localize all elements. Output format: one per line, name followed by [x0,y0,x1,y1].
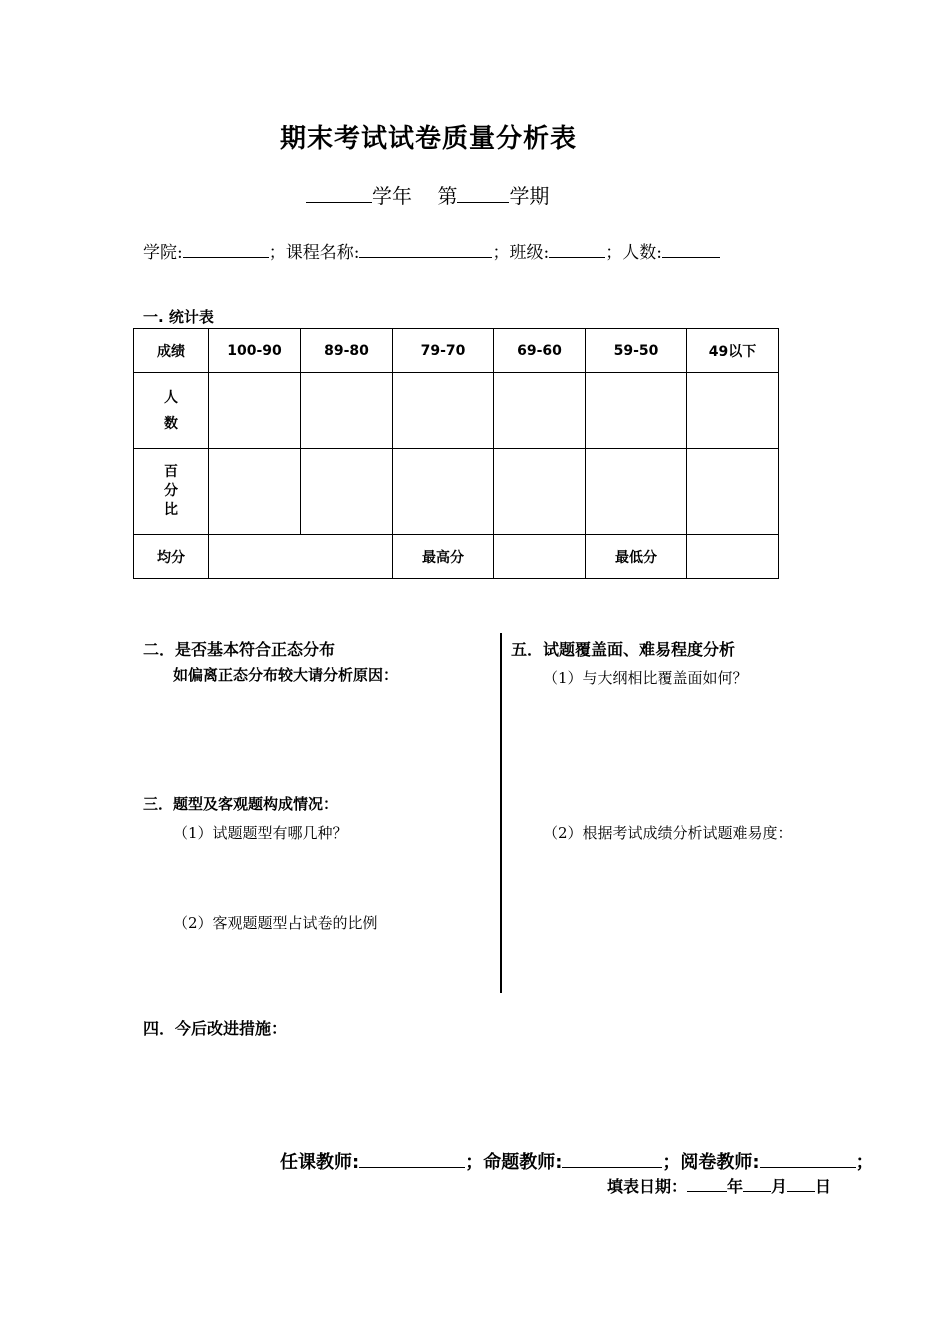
summary-row [134,535,779,579]
range-cell: 100-90 [209,329,301,373]
term-prefix: 第 [437,184,458,208]
percent-input-cell[interactable] [687,449,779,535]
fill-date-line [607,1174,831,1197]
month-input-blank[interactable] [743,1176,771,1192]
term-suffix: 学期 [509,184,550,208]
grader-label: ；阅卷教师: [662,1152,760,1173]
section1-heading: 一. 统计表 [143,308,214,326]
max-input-cell[interactable] [494,535,586,579]
min-input-cell[interactable] [687,535,779,579]
section3-heading: 三．题型及客观题构成情况： [143,795,339,813]
grader-blank[interactable] [760,1150,856,1168]
page-title: 期末考试试卷质量分析表 [280,124,578,154]
section3-question-1: （1）试题题型有哪几种？ [173,824,348,842]
year-input-blank[interactable] [687,1176,727,1192]
people-row [134,373,779,449]
range-cell: 89-80 [301,329,393,373]
percent-input-cell[interactable] [209,449,301,535]
count-label: ；人数: [605,243,662,263]
percent-label-char: 比 [164,502,178,518]
academic-term-line [306,180,549,209]
section2-heading: 二．是否基本符合正态分布 [143,640,336,659]
column-divider [500,633,502,993]
year-suffix: 学年 [372,184,412,208]
people-input-cell[interactable] [586,373,687,449]
people-input-cell[interactable] [209,373,301,449]
section5-question-2: （2）根据考试成绩分析试题难易度： [543,824,793,842]
class-label: ；班级: [492,243,550,263]
section5-heading: 五．试题覆盖面、难易程度分析 [511,640,736,659]
avg-label-cell: 均分 [134,535,209,579]
score-statistics-table [133,328,779,579]
min-label-cell: 最低分 [586,535,687,579]
setter-blank[interactable] [562,1150,662,1168]
term-blank[interactable] [457,184,509,203]
day-label: 日 [815,1177,832,1196]
college-blank[interactable] [183,241,269,258]
percent-row [134,449,779,535]
percent-label-char: 百 [164,464,178,480]
percent-input-cell[interactable] [586,449,687,535]
signature-end: ； [855,1152,874,1173]
teacher-blank[interactable] [359,1150,465,1168]
people-input-cell[interactable] [687,373,779,449]
percent-label-char: 分 [164,483,178,499]
course-blank[interactable] [359,241,492,258]
course-info-line [143,238,720,263]
range-cell: 49以下 [687,329,779,373]
count-blank[interactable] [662,241,720,258]
year-blank[interactable] [306,184,372,203]
people-input-cell[interactable] [393,373,494,449]
people-input-cell[interactable] [301,373,393,449]
avg-input-cell[interactable] [209,535,393,579]
max-label-cell: 最高分 [393,535,494,579]
people-label-char: 人 [164,389,178,406]
percent-input-cell[interactable] [301,449,393,535]
range-cell: 69-60 [494,329,586,373]
day-input-blank[interactable] [787,1176,815,1192]
signature-line [280,1148,874,1174]
setter-label: ；命题教师: [465,1152,563,1173]
section4-heading: 四．今后改进措施： [143,1019,288,1038]
section3-question-2: （2）客观题题型占试卷的比例 [173,914,378,932]
class-blank[interactable] [549,241,605,258]
college-label: 学院: [143,243,183,263]
section2-subheading: 如偏离正态分布较大请分析原因： [173,666,399,684]
month-label: 月 [771,1177,788,1196]
people-label-cell [134,373,209,449]
course-label: ；课程名称: [268,243,360,263]
score-header-cell: 成绩 [134,329,209,373]
people-input-cell[interactable] [494,373,586,449]
percent-input-cell[interactable] [494,449,586,535]
date-label: 填表日期： [607,1177,688,1196]
percent-label-cell [134,449,209,535]
teacher-label: 任课教师: [280,1152,360,1173]
range-cell: 59-50 [586,329,687,373]
range-cell: 79-70 [393,329,494,373]
table-header-row [134,329,779,373]
people-label-char: 数 [164,415,178,432]
section5-question-1: （1）与大纲相比覆盖面如何？ [543,669,748,687]
year-label: 年 [727,1177,744,1196]
percent-input-cell[interactable] [393,449,494,535]
